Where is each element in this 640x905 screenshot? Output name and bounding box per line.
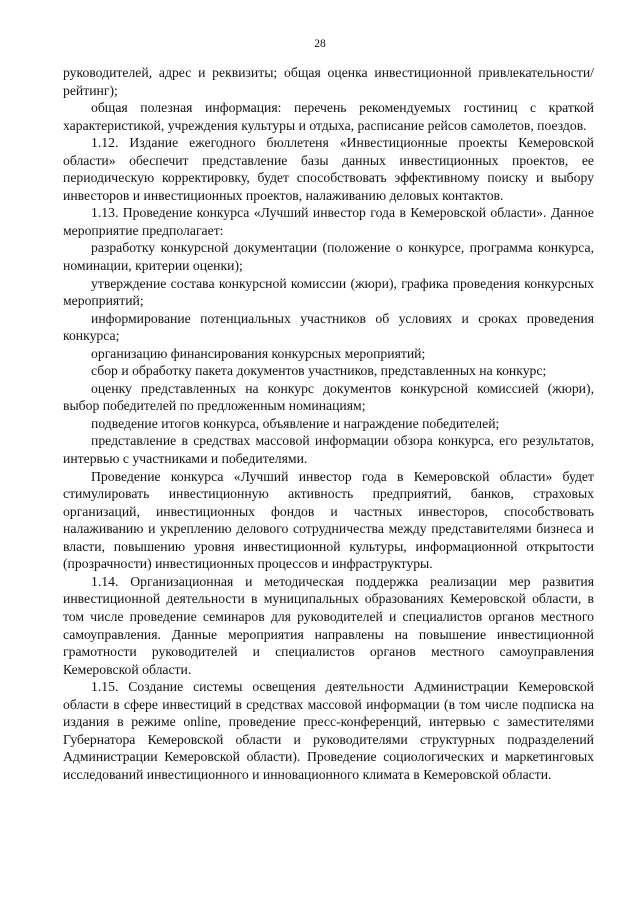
paragraph: 1.14. Организационная и методическая поддержка реализации мер развития инвестиционной деятельности в муниципальных образованиях Кемеровской области, в том числе проведение семинаров для руководителей и специалистов органов местного самоуправления. Данные мероприятия направлены на повышение инвестиционной грамотности руководителей и специалистов органов местного самоуправления Кемеровской области. bbox=[63, 573, 594, 677]
paragraph: сбор и обработку пакета документов участников, представленных на конкурс; bbox=[91, 363, 547, 379]
paragraph: информирование потенциальных участников об условиях и сроках проведения конкурса; bbox=[63, 310, 594, 344]
paragraph: разработку конкурсной документации (положение о конкурсе, программа конкурса, номинации, критерии оценки); bbox=[63, 240, 594, 274]
page-number: 28 bbox=[314, 38, 326, 50]
paragraph: 1.15. Создание системы освещения деятельности Администрации Кемеровской области в сфере инвестиций в средствах массовой информации (в том числе подписка на издания в режиме online, проведение пресс-конференций, интервью с заместителями Губернатора Кемеровской области и руководителями структурных подразделений Администрации Кемеровской области). Проведение социологических и маркетинговых исследований инвестиционного и инновационного климата в Кемеровской области. bbox=[63, 679, 594, 782]
paragraph: Проведение конкурса «Лучший инвестор года в Кемеровской области» будет стимулировать инвестиционную активность предприятий, банков, страховых организаций, инвестиционных фондов и частных инвесторов, способствовать налаживанию и укреплению делового сотрудничества между представителями бизнеса и власти, повышению уровня инвестиционной культуры, информационной открытости (прозрачности) инвестиционных процессов и инфраструктуры. bbox=[63, 468, 594, 572]
paragraph: представление в средствах массовой информации обзора конкурса, его результатов, интервью с участниками и победителями. bbox=[63, 433, 594, 467]
document-body bbox=[63, 64, 594, 783]
paragraph: 1.13. Проведение конкурса «Лучший инвестор года в Кемеровской области». Данное мероприятие предполагает: bbox=[63, 205, 594, 238]
paragraph: утверждение состава конкурсной комиссии (жюри), графика проведения конкурсных мероприятий; bbox=[63, 275, 594, 309]
paragraph: общая полезная информация: перечень рекомендуемых гостиниц с краткой характеристикой, учреждения культуры и отдыха, расписание рейсов самолетов, поездов. bbox=[63, 100, 594, 133]
paragraph: оценку представленных на конкурс документов конкурсной комиссией (жюри), выбор победителей по предложенным номинациям; bbox=[63, 380, 594, 414]
paragraph: руководителей, адрес и реквизиты; общая оценка инвестиционной привлекательности/рейтинг); bbox=[63, 65, 594, 98]
paragraph: организацию финансирования конкурсных мероприятий; bbox=[91, 345, 426, 361]
paragraph: 1.12. Издание ежегодного бюллетеня «Инвестиционные проекты Кемеровской области» обеспечит представление базы данных инвестиционных проектов, ее периодическую корректировку, будет способствовать эффективному поиску и выбору инвесторов и инвестиционных проектов, налаживанию деловых контактов. bbox=[63, 135, 594, 203]
paragraph: подведение итогов конкурса, объявление и награждение победителей; bbox=[91, 415, 500, 431]
